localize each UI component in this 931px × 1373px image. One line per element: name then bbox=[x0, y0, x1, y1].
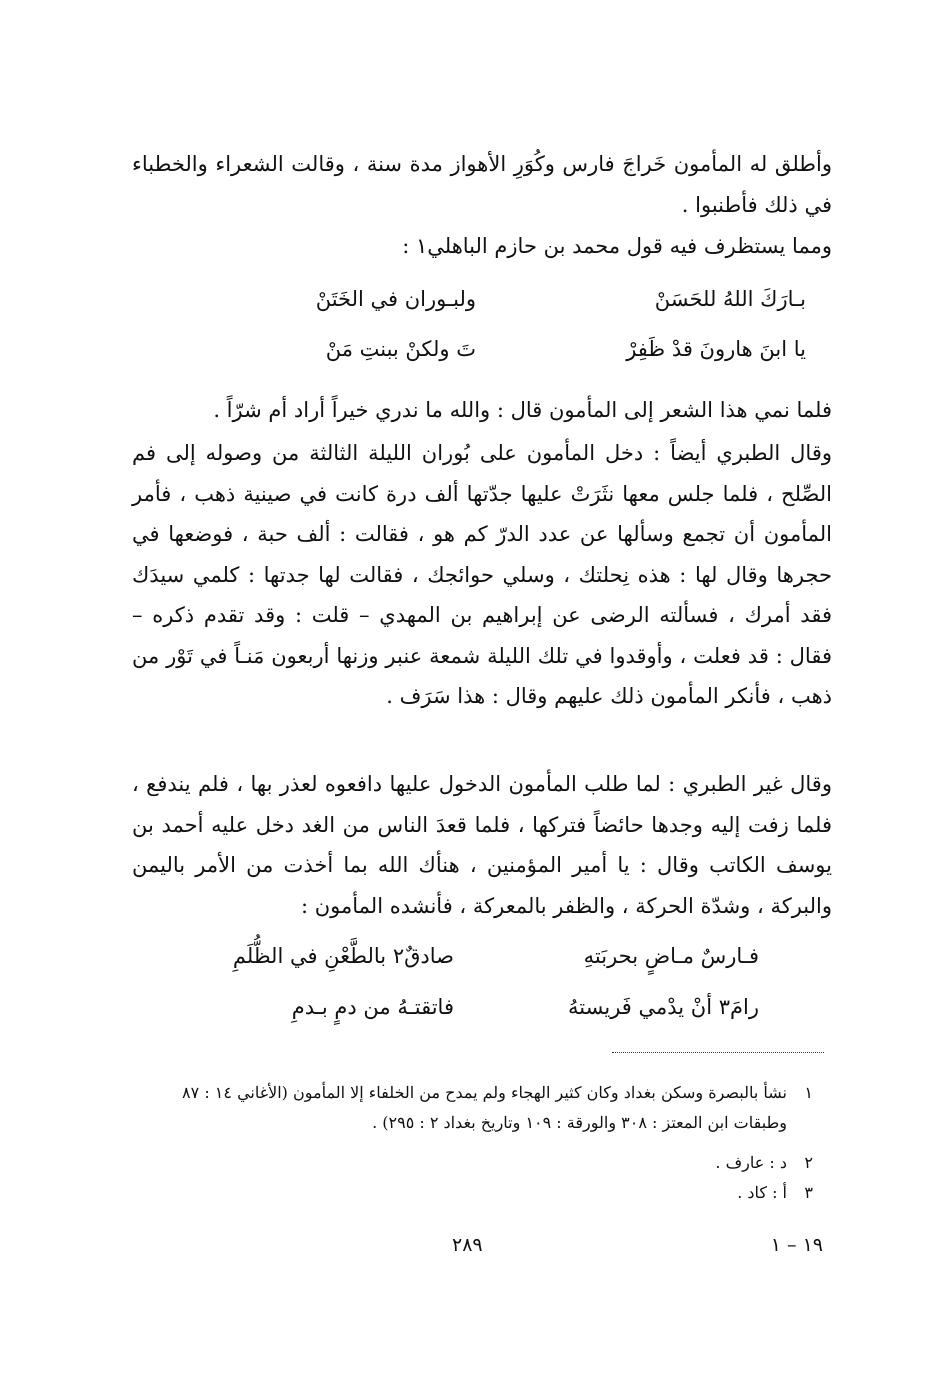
footnote-2-number: ٢ bbox=[804, 1153, 813, 1172]
poem-2-line-2-hemistich-1: رامَ٣ أنْ يدْمي فَريستهُ bbox=[568, 995, 759, 1019]
footnote-3-number: ٣ bbox=[804, 1183, 813, 1202]
footnote-1-continued bbox=[133, 1108, 813, 1138]
footnote-divider bbox=[612, 1052, 824, 1053]
footnote-1-number: ١ bbox=[804, 1083, 813, 1102]
footnote-3-text: أ : كاد . bbox=[737, 1183, 787, 1202]
page-number: ٢٨٩ bbox=[452, 1234, 483, 1256]
poem-1-line-1 bbox=[206, 279, 806, 319]
poem-2-line-1-hemistich-1: فـارسٌ مـاضٍ بحربَتهِ bbox=[583, 944, 759, 968]
paragraph-2: ومما يستظرف فيه قول محمد بن حازم الباهلي١ : bbox=[402, 234, 832, 258]
poem-2-line-2-hemistich-2: فاتقتـهُ من دمٍ بـدمِ bbox=[291, 995, 454, 1019]
poem-2-line-1-hemistich-2: صادقٌ٢ بالطَّعْنِ في الظُّلَمِ bbox=[232, 944, 454, 968]
footnote-1-text-line-2: وطبقات ابن المعتز : ٣٠٨ والورقة : ١٠٩ وتاريخ بغداد ٢ : ٢٩٥) . bbox=[372, 1113, 787, 1132]
poem-2-line-1 bbox=[169, 936, 759, 976]
poem-1-line-1-hemistich-1: بـارَكَ اللهُ للحَسَنْ bbox=[654, 287, 806, 311]
poem-2-line-2 bbox=[169, 987, 759, 1027]
footnote-1 bbox=[133, 1078, 813, 1108]
poem-1-line-1-hemistich-2: ولبـوران في الخَتَنْ bbox=[315, 287, 476, 311]
paragraph-5: وقال غير الطبري : لما طلب المأمون الدخول عليها دافعوه لعذر بها ، فلم يندفع ، فلما زفت إليه وجدها حائضاً فتركها ، فلما قعدَ الناس من الغد دخل عليه أحمد بن يوسف الكاتب وقال : يا أمير المؤمنين ، هنأك الله بما أخذت من الأمر باليمن والبركة ، وشدّة الحركة ، والظفر بالمعركة ، فأنشده المأمون : bbox=[132, 772, 832, 918]
poem-1-line-2 bbox=[206, 329, 806, 369]
paragraph-3: فلما نمي هذا الشعر إلى المأمون قال : والله ما ندري خيراً أراد أم شرّاً . bbox=[213, 398, 832, 422]
poem-1-line-2-hemistich-1: يا ابنَ هارونَ قدْ ظَفِرْ bbox=[626, 337, 806, 361]
signature-mark: ١٩ – ١ bbox=[770, 1234, 823, 1256]
footnote-2 bbox=[133, 1148, 813, 1178]
footnote-2-text: د : عارف . bbox=[715, 1153, 787, 1172]
poem-1-line-2-hemistich-2: تَ ولكنْ ببنتِ مَنْ bbox=[325, 337, 476, 361]
paragraph-4: وقال الطبري أيضاً : دخل المأمون على بُوران الليلة الثالثة من وصوله إلى فم الصِّلح ، فلما جلس معها نثَرَتْ عليها جدّتها ألف درة كانت في صينية ذهب ، فأمر المأمون أن تجمع وسألها عن عدد الدرّ كم هو ، فقالت : ألف حبة ، فوضعها في حجرها وقال لها : هذه نِحلتك ، وسلي حوائجك ، فقالت لها جدتها : كلمي سيدَك فقد أمرك ، فسألته الرضى عن إبراهيم بن المهدي – قلت : وقد تقدم ذكره – فقال : قد فعلت ، وأوقدوا في تلك الليلة شمعة عنبر وزنها أربعون مَنـاً في تَوْر من ذهب ، فأنكر المأمون ذلك عليهم وقال : هذا سَرَف . bbox=[132, 441, 832, 708]
footnote-3 bbox=[133, 1178, 813, 1208]
footnote-1-text-line-1: نشأ بالبصرة وسكن بغداد وكان كثير الهجاء ولم يمدح من الخلفاء إلا المأمون (الأغاني ١٤ : ٨٧ bbox=[182, 1083, 787, 1102]
paragraph-1: وأطلق له المأمون خَراجَ فارس وكُوَرِ الأهواز مدة سنة ، وقالت الشعراء والخطباء في ذلك فأطنبوا . bbox=[132, 152, 832, 217]
